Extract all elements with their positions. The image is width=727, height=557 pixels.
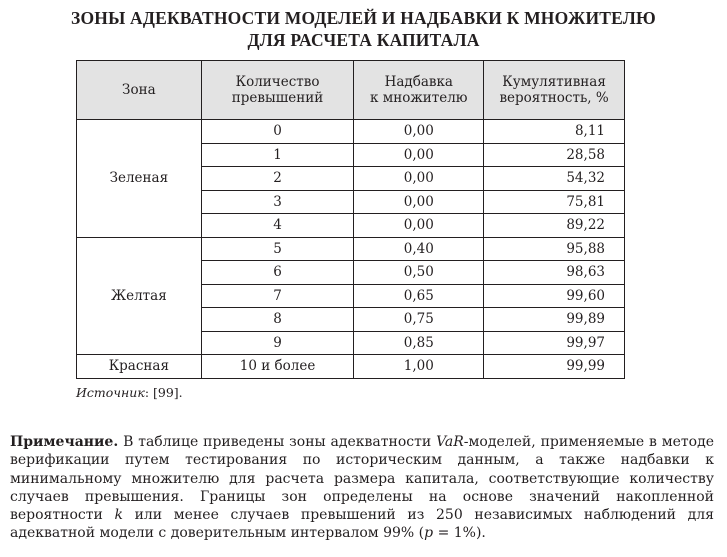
- exceedances-cell: 7: [201, 284, 354, 308]
- zone-yellow: Желтая: [77, 237, 202, 355]
- note-paragraph: [10, 433, 714, 543]
- note-text-3: или менее случаев превышений из 250 независимых наблюдений для адекватной модели с доверительным интервалом 99% (: [10, 507, 714, 542]
- zone-red: Красная: [77, 355, 202, 379]
- cumprob-cell: 75,81: [484, 190, 625, 214]
- title-line-1: ЗОНЫ АДЕКВАТНОСТИ МОДЕЛЕЙ И НАДБАВКИ К МНОЖИТЕЛЮ: [71, 8, 656, 28]
- note-p: p: [424, 525, 434, 542]
- cumprob-cell: 28,58: [484, 143, 625, 167]
- table-title: [0, 7, 727, 51]
- cumprob-cell: 8,11: [484, 120, 625, 144]
- header-zone: Зона: [77, 61, 202, 120]
- cumprob-cell: 99,89: [484, 308, 625, 332]
- header-cumprob: [484, 61, 625, 120]
- addon-cell: 0,75: [354, 308, 484, 332]
- exceedances-cell: 6: [201, 261, 354, 285]
- addon-cell: 0,00: [354, 120, 484, 144]
- header-cumprob-line1: Кумулятивная: [502, 74, 606, 90]
- header-row: [77, 61, 625, 120]
- exceedances-cell: 3: [201, 190, 354, 214]
- addon-cell: 0,00: [354, 143, 484, 167]
- addon-cell: 0,00: [354, 214, 484, 238]
- exceedances-cell: 9: [201, 331, 354, 355]
- source-value: : [99].: [144, 385, 183, 400]
- cumprob-cell: 54,32: [484, 167, 625, 191]
- header-exceedances: [201, 61, 354, 120]
- exceedances-cell: 1: [201, 143, 354, 167]
- exceedances-cell: 0: [201, 120, 354, 144]
- cumprob-cell: 99,60: [484, 284, 625, 308]
- addon-cell: 1,00: [354, 355, 484, 379]
- note-k: k: [114, 507, 123, 524]
- cumprob-cell: 95,88: [484, 237, 625, 261]
- zones-table: [76, 60, 625, 379]
- note-text-4: = 1%).: [433, 525, 486, 542]
- cumprob-cell: 89,22: [484, 214, 625, 238]
- addon-cell: 0,50: [354, 261, 484, 285]
- exceedances-cell: 10 и более: [201, 355, 354, 379]
- source-note: [76, 385, 183, 400]
- header-addon: [354, 61, 484, 120]
- addon-cell: 0,40: [354, 237, 484, 261]
- header-addon-line2: к множителю: [370, 90, 468, 106]
- addon-cell: 0,00: [354, 167, 484, 191]
- header-exceedances-line2: превышений: [231, 90, 324, 106]
- addon-cell: 0,00: [354, 190, 484, 214]
- exceedances-cell: 4: [201, 214, 354, 238]
- exceedances-cell: 8: [201, 308, 354, 332]
- title-line-2: ДЛЯ РАСЧЕТА КАПИТАЛА: [247, 30, 480, 50]
- exceedances-cell: 5: [201, 237, 354, 261]
- table-row: [77, 355, 625, 379]
- note-label: Примечание.: [10, 434, 119, 450]
- exceedances-cell: 2: [201, 167, 354, 191]
- header-addon-line1: Надбавка: [384, 74, 453, 90]
- cumprob-cell: 99,97: [484, 331, 625, 355]
- table-row: [77, 120, 625, 144]
- addon-cell: 0,85: [354, 331, 484, 355]
- header-cumprob-line2: вероятность, %: [499, 90, 609, 106]
- header-exceedances-line1: Количество: [235, 74, 320, 90]
- cumprob-cell: 98,63: [484, 261, 625, 285]
- note-text-2: -моделей, применяемые в методе верификации путем тестирования по историческим данным, а также надбавки к минимальному множителю для расчета размера капитала, соответствующие количеству случаев превышения. Границы зон определены на основе значений накопленной вероятности: [10, 434, 715, 524]
- zone-green: Зеленая: [77, 120, 202, 238]
- addon-cell: 0,65: [354, 284, 484, 308]
- note-var: VaR: [436, 434, 464, 450]
- source-label: Источник: [76, 385, 145, 400]
- table-row: [77, 237, 625, 261]
- note-text-1: В таблице приведены зоны адекватности: [118, 434, 437, 450]
- cumprob-cell: 99,99: [484, 355, 625, 379]
